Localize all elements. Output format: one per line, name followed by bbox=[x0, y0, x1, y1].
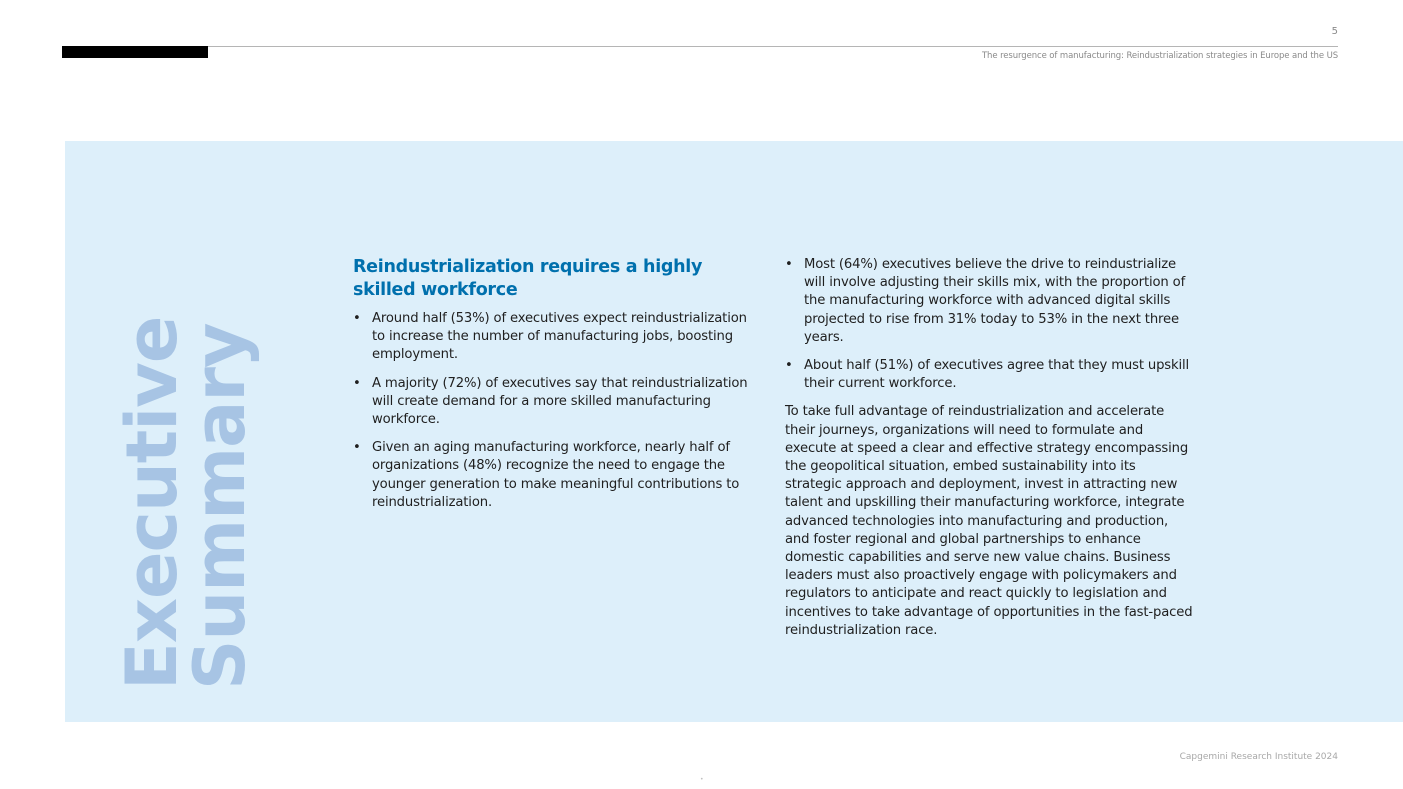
footer-credit: Capgemini Research Institute 2024 bbox=[1179, 752, 1338, 762]
section-heading: Reindustrialization requires a highly skilled workforce bbox=[353, 257, 703, 300]
header-rule bbox=[62, 46, 1338, 47]
header-accent-block bbox=[62, 46, 208, 58]
right-bullet-list bbox=[785, 256, 1195, 393]
running-title: The resurgence of manufacturing: Reindustrialization strategies in Europe and the US bbox=[981, 51, 1338, 61]
summary-paragraph: To take full advantage of reindustrialization and accelerate their journeys, organizations will need to formulate and execute at speed a clear and effective strategy encompassing the geopolitical situation, embed sustainability into its strategic approach and deployment, invest in attracting new talent and upskilling their manufacturing workforce, integrate advanced technologies into manufacturing and production, and foster regional and global partnerships to enhance domestic capabilities and serve new value chains. Business leaders must also proactively engage with policymakers and regulators to anticipate and react quickly to legislation and incentives to take advantage of opportunities in the fast-paced reindustrialization race. bbox=[785, 404, 1193, 638]
bullet-item: • About half (51%) of executives agree that they must upskill their current workforce. bbox=[785, 357, 1195, 393]
section-title-line-1: Executive bbox=[111, 316, 193, 690]
left-bullet-list bbox=[353, 310, 758, 512]
bullet-item: • A majority (72%) of executives say that reindustrialization will create demand for a more skilled manufacturing workforce. bbox=[353, 375, 758, 430]
section-title-line-2: Summary bbox=[179, 323, 261, 690]
bullet-item: • Given an aging manufacturing workforce, nearly half of organizations (48%) recognize the need to engage the younger generation to make meaningful contributions to reindustrialization. bbox=[353, 439, 758, 512]
right-column bbox=[785, 256, 1195, 640]
bullet-item: • Around half (53%) of executives expect reindustrialization to increase the number of manufacturing jobs, boosting employment. bbox=[353, 310, 758, 365]
footer-dot: • bbox=[700, 776, 704, 783]
bullet-item: • Most (64%) executives believe the drive to reindustrialize will involve adjusting their skills mix, with the proportion of the manufacturing workforce with advanced digital skills projected to rise from 31% today to 53% in the next three years. bbox=[785, 256, 1195, 347]
page-number: 5 bbox=[1331, 26, 1338, 37]
left-column bbox=[353, 256, 758, 522]
section-title-vertical bbox=[111, 316, 261, 690]
